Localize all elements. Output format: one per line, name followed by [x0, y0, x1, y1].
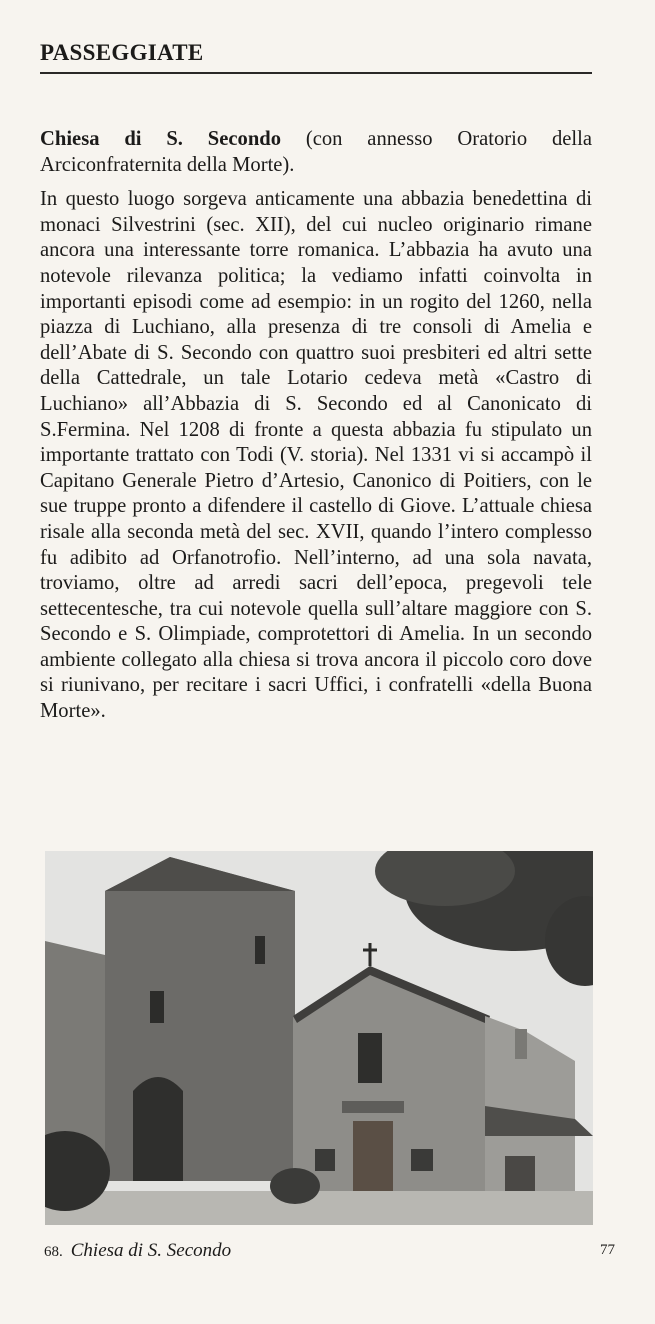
figure-number: 68.	[44, 1244, 63, 1260]
running-header	[40, 40, 592, 74]
article-paragraph: In questo luogo sorgeva anticamente una abbazia benedettina di monaci Silvestrini (sec. XII), del cui nucleo originario rimane ancora una interessante torre romanica. L’abbazia ha avuto una notevole rilevanza politica; la vediamo infatti coinvolta in importanti episodi come ad esempio: in un rogito del 1260, nella piazza di Luchiano, alla presenza di tre consoli di Amelia e dell’Abate di S. Secondo con quattro suoi presbiteri ed altri sette della Cattedrale, un tale Lotario cedeva metà «Castro di Luchiano» all’Abbazia di S. Secondo ed al Canonicato di S.Fermina. Nel 1208 di fronte a questa abbazia fu stipulato un importante trattato con Todi (V. storia). Nel 1331 vi si accampò il Capitano Generale Pietro d’Artesio, Canonico di Poitiers, con le sue truppe pronto a difendere il castello di Giove. L’attuale chiesa risale alla seconda metà del sec. XVII, quando l’intero complesso fu adibito ad Orfanotrofio. Nell’interno, ad una sola navata, troviamo, oltre ad arredi sacri dell’epoca, pregevoli tele settecentesche, tra cui notevole quella sull’altare maggiore con S. Secondo e S. Olimpiade, comprotettori di Amelia. In un secondo ambiente collegato alla chiesa si trova ancora il piccolo coro dove si riunivano, per recitare i sacri Uffici, i confratelli «della Buona Morte».	[40, 188, 592, 723]
article-body	[40, 127, 592, 725]
page-footer	[40, 1240, 615, 1264]
page-number: 77	[600, 1242, 615, 1258]
church-photo-image	[45, 851, 593, 1225]
church-photograph	[45, 851, 593, 1225]
article-title-note: (con annesso Oratorio della Arciconfraternita della Morte).	[40, 128, 592, 176]
figure-caption	[44, 1240, 231, 1262]
figure-caption-text: Chiesa di S. Secondo	[70, 1240, 232, 1261]
article-title: Chiesa di S. Secondo	[40, 128, 282, 150]
section-title: PASSEGGIATE	[40, 40, 204, 65]
article-heading-paragraph	[40, 127, 592, 178]
